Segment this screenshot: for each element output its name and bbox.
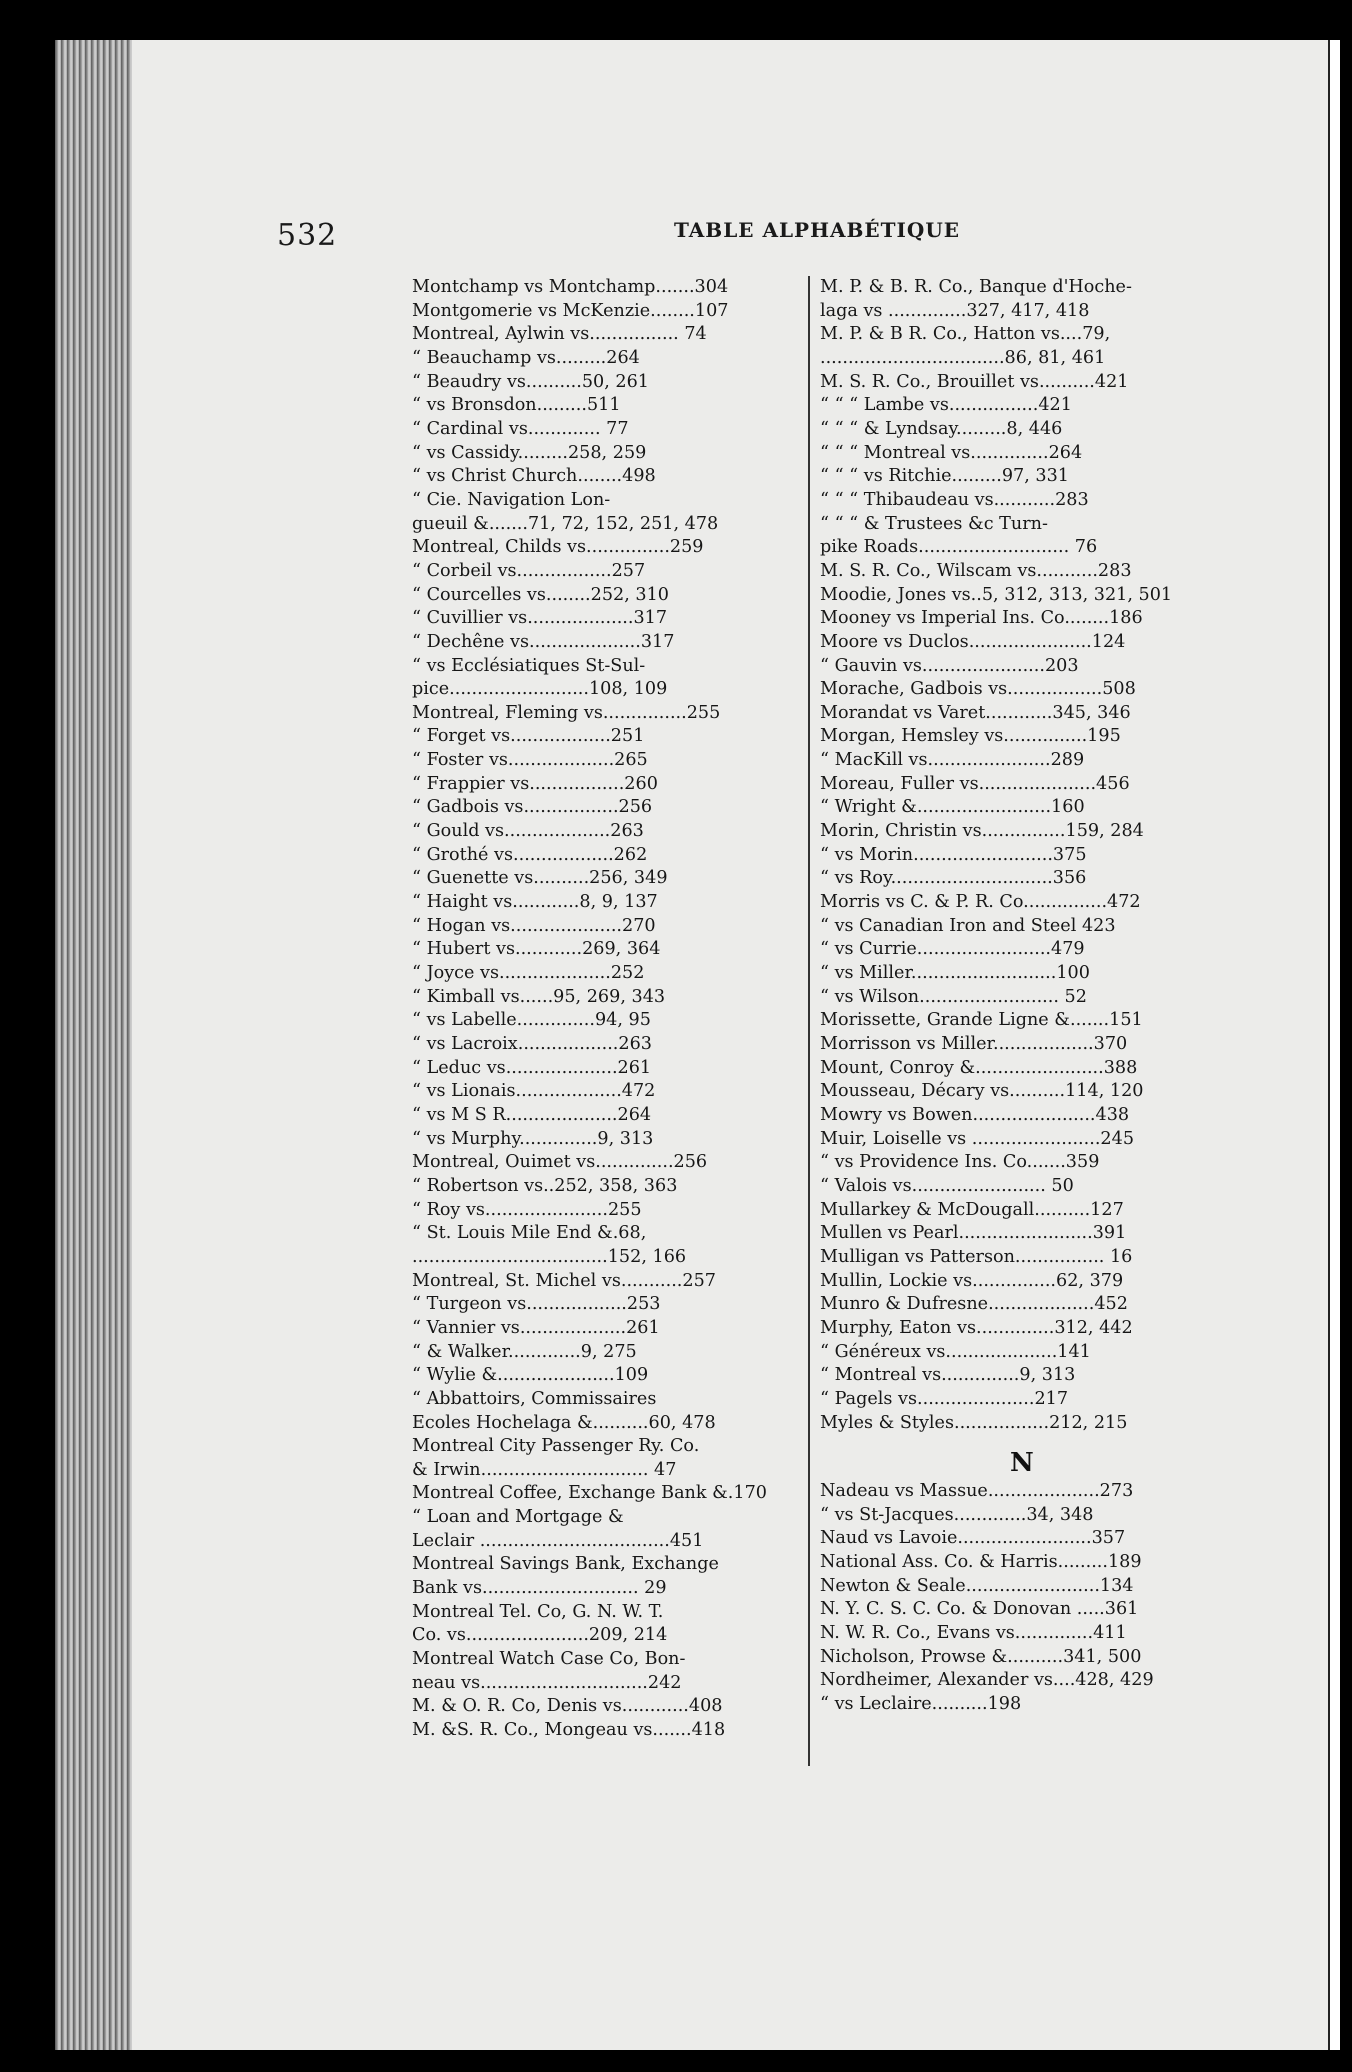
index-entry: N. W. R. Co., Evans vs..............411 — [820, 1622, 1127, 1643]
index-entry: Montreal Watch Case Co, Bon- — [412, 1649, 686, 1670]
index-entry: “ Gould vs...................263 — [412, 821, 644, 842]
index-entry: Mullarkey & McDougall..........127 — [820, 1199, 1124, 1220]
index-entry: “ vs Providence Ins. Co.......359 — [820, 1152, 1100, 1173]
index-entry: “ vs St-Jacques.............34, 348 — [820, 1504, 1094, 1525]
index-entry: Nadeau vs Massue....................273 — [820, 1481, 1134, 1501]
index-entry: Montreal, Ouimet vs..............256 — [412, 1152, 708, 1173]
index-entry: Co. vs......................209, 214 — [412, 1625, 668, 1646]
index-entry: “ vs Cassidy.........258, 259 — [412, 442, 647, 463]
index-entry: Munro & Dufresne...................452 — [820, 1294, 1128, 1315]
index-entry: Morissette, Grande Ligne &.......151 — [820, 1010, 1143, 1031]
index-entry: ...................................152, 166 — [412, 1246, 687, 1267]
index-column-right — [820, 276, 1218, 1435]
index-entry: M. &S. R. Co., Mongeau vs.......418 — [412, 1720, 726, 1741]
index-entry: “ “ “ vs Ritchie.........97, 331 — [820, 466, 1069, 487]
index-entry: “ Gadbois vs.................256 — [412, 797, 653, 818]
index-entry: “ Turgeon vs..................253 — [412, 1294, 661, 1315]
index-entry: Leclair ..................................451 — [412, 1530, 704, 1551]
index-entry: “ St. Louis Mile End &.68, — [412, 1223, 647, 1244]
index-entry: “ “ “ & Trustees &c Turn- — [820, 513, 1048, 534]
index-entry: M. S. R. Co., Brouillet vs..........421 — [820, 371, 1129, 392]
index-entry: “ Foster vs...................265 — [412, 750, 648, 771]
index-entry: Montchamp vs Montchamp.......304 — [412, 277, 729, 297]
index-entry: “ Leduc vs....................261 — [412, 1057, 652, 1078]
index-entry: “ vs Murphy..............9, 313 — [412, 1128, 654, 1149]
index-entry: Moore vs Duclos......................124 — [820, 631, 1126, 652]
column-divider — [808, 276, 810, 1766]
book-page-edges — [55, 40, 135, 2050]
index-column-right-n — [820, 1480, 1218, 1717]
index-entry: “ Courcelles vs........252, 310 — [412, 584, 669, 605]
index-entry: “ vs Christ Church........498 — [412, 466, 656, 487]
index-entry: “ Vannier vs...................261 — [412, 1317, 660, 1338]
index-entry: Montgomerie vs McKenzie........107 — [412, 300, 729, 321]
index-entry: “ Abbattoirs, Commissaires — [412, 1388, 657, 1409]
index-entry: “ vs Morin.........................375 — [820, 844, 1087, 865]
index-entry: Myles & Styles.................212, 215 — [820, 1412, 1128, 1433]
page-title: TABLE ALPHABÉTIQUE — [674, 218, 961, 242]
index-entry: Montreal Coffee, Exchange Bank &.170 — [412, 1483, 767, 1504]
index-entry: Montreal, St. Michel vs...........257 — [412, 1270, 716, 1291]
index-entry: Naud vs Lavoie........................357 — [820, 1528, 1126, 1549]
index-entry: “ Cardinal vs............. 77 — [412, 418, 629, 439]
index-entry: Mount, Conroy &.......................388 — [820, 1057, 1138, 1078]
index-entry: & Irwin.............................. 47 — [412, 1459, 677, 1480]
index-entry: “ vs Currie........................479 — [820, 939, 1085, 960]
index-entry: M. S. R. Co., Wilscam vs...........283 — [820, 560, 1132, 581]
index-entry: “ vs Lionais...................472 — [412, 1081, 656, 1102]
index-entry: “ & Walker.............9, 275 — [412, 1341, 637, 1362]
index-entry: Nordheimer, Alexander vs....428, 429 — [820, 1670, 1154, 1691]
index-entry: Murphy, Eaton vs..............312, 442 — [820, 1317, 1133, 1338]
index-entry: Newton & Seale........................134 — [820, 1575, 1134, 1596]
index-entry: “ Hogan vs....................270 — [412, 915, 656, 936]
index-entry: Nicholson, Prowse &..........341, 500 — [820, 1646, 1142, 1667]
index-entry: “ Wright &........................160 — [820, 797, 1085, 818]
index-entry: “ vs Miller..........................100 — [820, 963, 1090, 984]
index-entry: Mulligan vs Patterson................ 16 — [820, 1246, 1133, 1267]
index-entry: “ Pagels vs.....................217 — [820, 1388, 1069, 1409]
index-entry: “ vs Wilson......................... 52 — [820, 986, 1087, 1007]
index-entry: “ Loan and Mortgage & — [412, 1507, 624, 1528]
index-entry: Morin, Christin vs...............159, 284 — [820, 821, 1144, 842]
index-entry: “ Beauchamp vs.........264 — [412, 347, 640, 368]
index-entry: “ Haight vs............8, 9, 137 — [412, 892, 658, 913]
index-entry: Morgan, Hemsley vs...............195 — [820, 726, 1121, 747]
index-entry: “ vs M S R....................264 — [412, 1104, 652, 1125]
index-entry: Mooney vs Imperial Ins. Co........186 — [820, 608, 1143, 629]
index-entry: “ vs Ecclésiatiques St-Sul- — [412, 655, 646, 676]
index-entry: “ Hubert vs............269, 364 — [412, 939, 661, 960]
index-entry: Mowry vs Bowen......................438 — [820, 1104, 1130, 1125]
index-entry: Montreal, Aylwin vs................ 74 — [412, 324, 707, 345]
index-entry: “ vs Roy.............................356 — [820, 868, 1087, 889]
index-entry: “ Dechêne vs....................317 — [412, 631, 675, 652]
index-column-left — [412, 276, 790, 1743]
index-entry: “ vs Leclaire..........198 — [820, 1693, 1022, 1714]
index-entry: “ Beaudry vs..........50, 261 — [412, 371, 650, 392]
index-entry: “ Kimball vs......95, 269, 343 — [412, 986, 666, 1007]
index-entry: “ Forget vs..................251 — [412, 726, 645, 747]
index-entry: “ Valois vs........................ 50 — [820, 1175, 1074, 1196]
index-entry: Muir, Loiselle vs .......................245 — [820, 1128, 1135, 1149]
index-entry: Montreal Tel. Co, G. N. W. T. — [412, 1601, 664, 1622]
index-entry: “ Corbeil vs.................257 — [412, 560, 646, 581]
index-entry: Mullin, Lockie vs...............62, 379 — [820, 1270, 1124, 1291]
index-entry: “ vs Labelle..............94, 95 — [412, 1010, 651, 1031]
index-entry: “ Généreux vs....................141 — [820, 1341, 1091, 1362]
index-entry: “ Roy vs......................255 — [412, 1199, 642, 1220]
index-entry: Mousseau, Décary vs..........114, 120 — [820, 1081, 1144, 1102]
index-entry: M. P. & B. R. Co., Banque d'Hoche- — [820, 277, 1132, 297]
index-entry: “ Guenette vs..........256, 349 — [412, 868, 668, 889]
index-entry: Montreal, Childs vs...............259 — [412, 537, 704, 558]
index-entry: Ecoles Hochelaga &..........60, 478 — [412, 1412, 716, 1433]
index-entry: “ MacKill vs......................289 — [820, 750, 1085, 771]
index-entry: pike Roads........................... 76 — [820, 537, 1098, 558]
index-entry: “ Joyce vs....................252 — [412, 963, 645, 984]
index-entry: Mullen vs Pearl........................391 — [820, 1223, 1127, 1244]
index-entry: “ “ “ Montreal vs..............264 — [820, 442, 1083, 463]
index-entry: “ “ “ & Lyndsay.........8, 446 — [820, 418, 1063, 439]
index-entry: “ Wylie &.....................109 — [412, 1365, 649, 1386]
index-entry: Morache, Gadbois vs.................508 — [820, 679, 1136, 700]
index-entry: Montreal, Fleming vs...............255 — [412, 702, 721, 723]
index-entry: “ vs Bronsdon.........511 — [412, 395, 621, 416]
index-entry: “ Frappier vs.................260 — [412, 773, 658, 794]
index-entry: N. Y. C. S. C. Co. & Donovan .....361 — [820, 1599, 1139, 1620]
index-entry: Morrisson vs Miller..................370 — [820, 1034, 1128, 1054]
index-entry: “ Gauvin vs......................203 — [820, 655, 1079, 676]
index-entry: “ vs Canadian Iron and Steel 423 — [820, 915, 1116, 936]
index-entry: “ Robertson vs..252, 358, 363 — [412, 1175, 678, 1196]
index-entry: National Ass. Co. & Harris.........189 — [820, 1551, 1142, 1572]
index-entry: “ Cie. Navigation Lon- — [412, 489, 611, 510]
index-entry: “ Montreal vs..............9, 313 — [820, 1365, 1076, 1386]
section-letter-heading: N — [1010, 1448, 1034, 1478]
index-entry: laga vs ..............327, 417, 418 — [820, 300, 1090, 321]
index-entry: gueuil &.......71, 72, 152, 251, 478 — [412, 513, 719, 534]
index-entry: Moreau, Fuller vs.....................456 — [820, 773, 1130, 794]
index-entry: “ vs Lacroix..................263 — [412, 1034, 652, 1054]
index-entry: “ “ “ Thibaudeau vs...........283 — [820, 489, 1089, 510]
index-entry: Moodie, Jones vs..5, 312, 313, 321, 501 — [820, 584, 1173, 605]
index-entry: Montreal City Passenger Ry. Co. — [412, 1436, 700, 1457]
index-entry: Morris vs C. & P. R. Co...............472 — [820, 892, 1141, 913]
index-entry: Bank vs............................ 29 — [412, 1578, 667, 1599]
index-entry: “ Grothé vs..................262 — [412, 844, 648, 865]
page-number: 532 — [277, 218, 338, 253]
index-entry: pice.........................108, 109 — [412, 679, 668, 700]
index-entry: “ Cuvillier vs...................317 — [412, 608, 668, 629]
index-entry: “ “ “ Lambe vs................421 — [820, 395, 1072, 416]
index-entry: M. & O. R. Co, Denis vs............408 — [412, 1696, 723, 1717]
index-entry: neau vs..............................242 — [412, 1672, 682, 1693]
index-entry: Montreal Savings Bank, Exchange — [412, 1554, 719, 1575]
index-entry: Morandat vs Varet............345, 346 — [820, 702, 1131, 723]
index-entry: .................................86, 81, 461 — [820, 347, 1106, 368]
right-page-edge — [1328, 40, 1340, 2050]
index-entry: M. P. & B R. Co., Hatton vs....79, — [820, 324, 1111, 345]
